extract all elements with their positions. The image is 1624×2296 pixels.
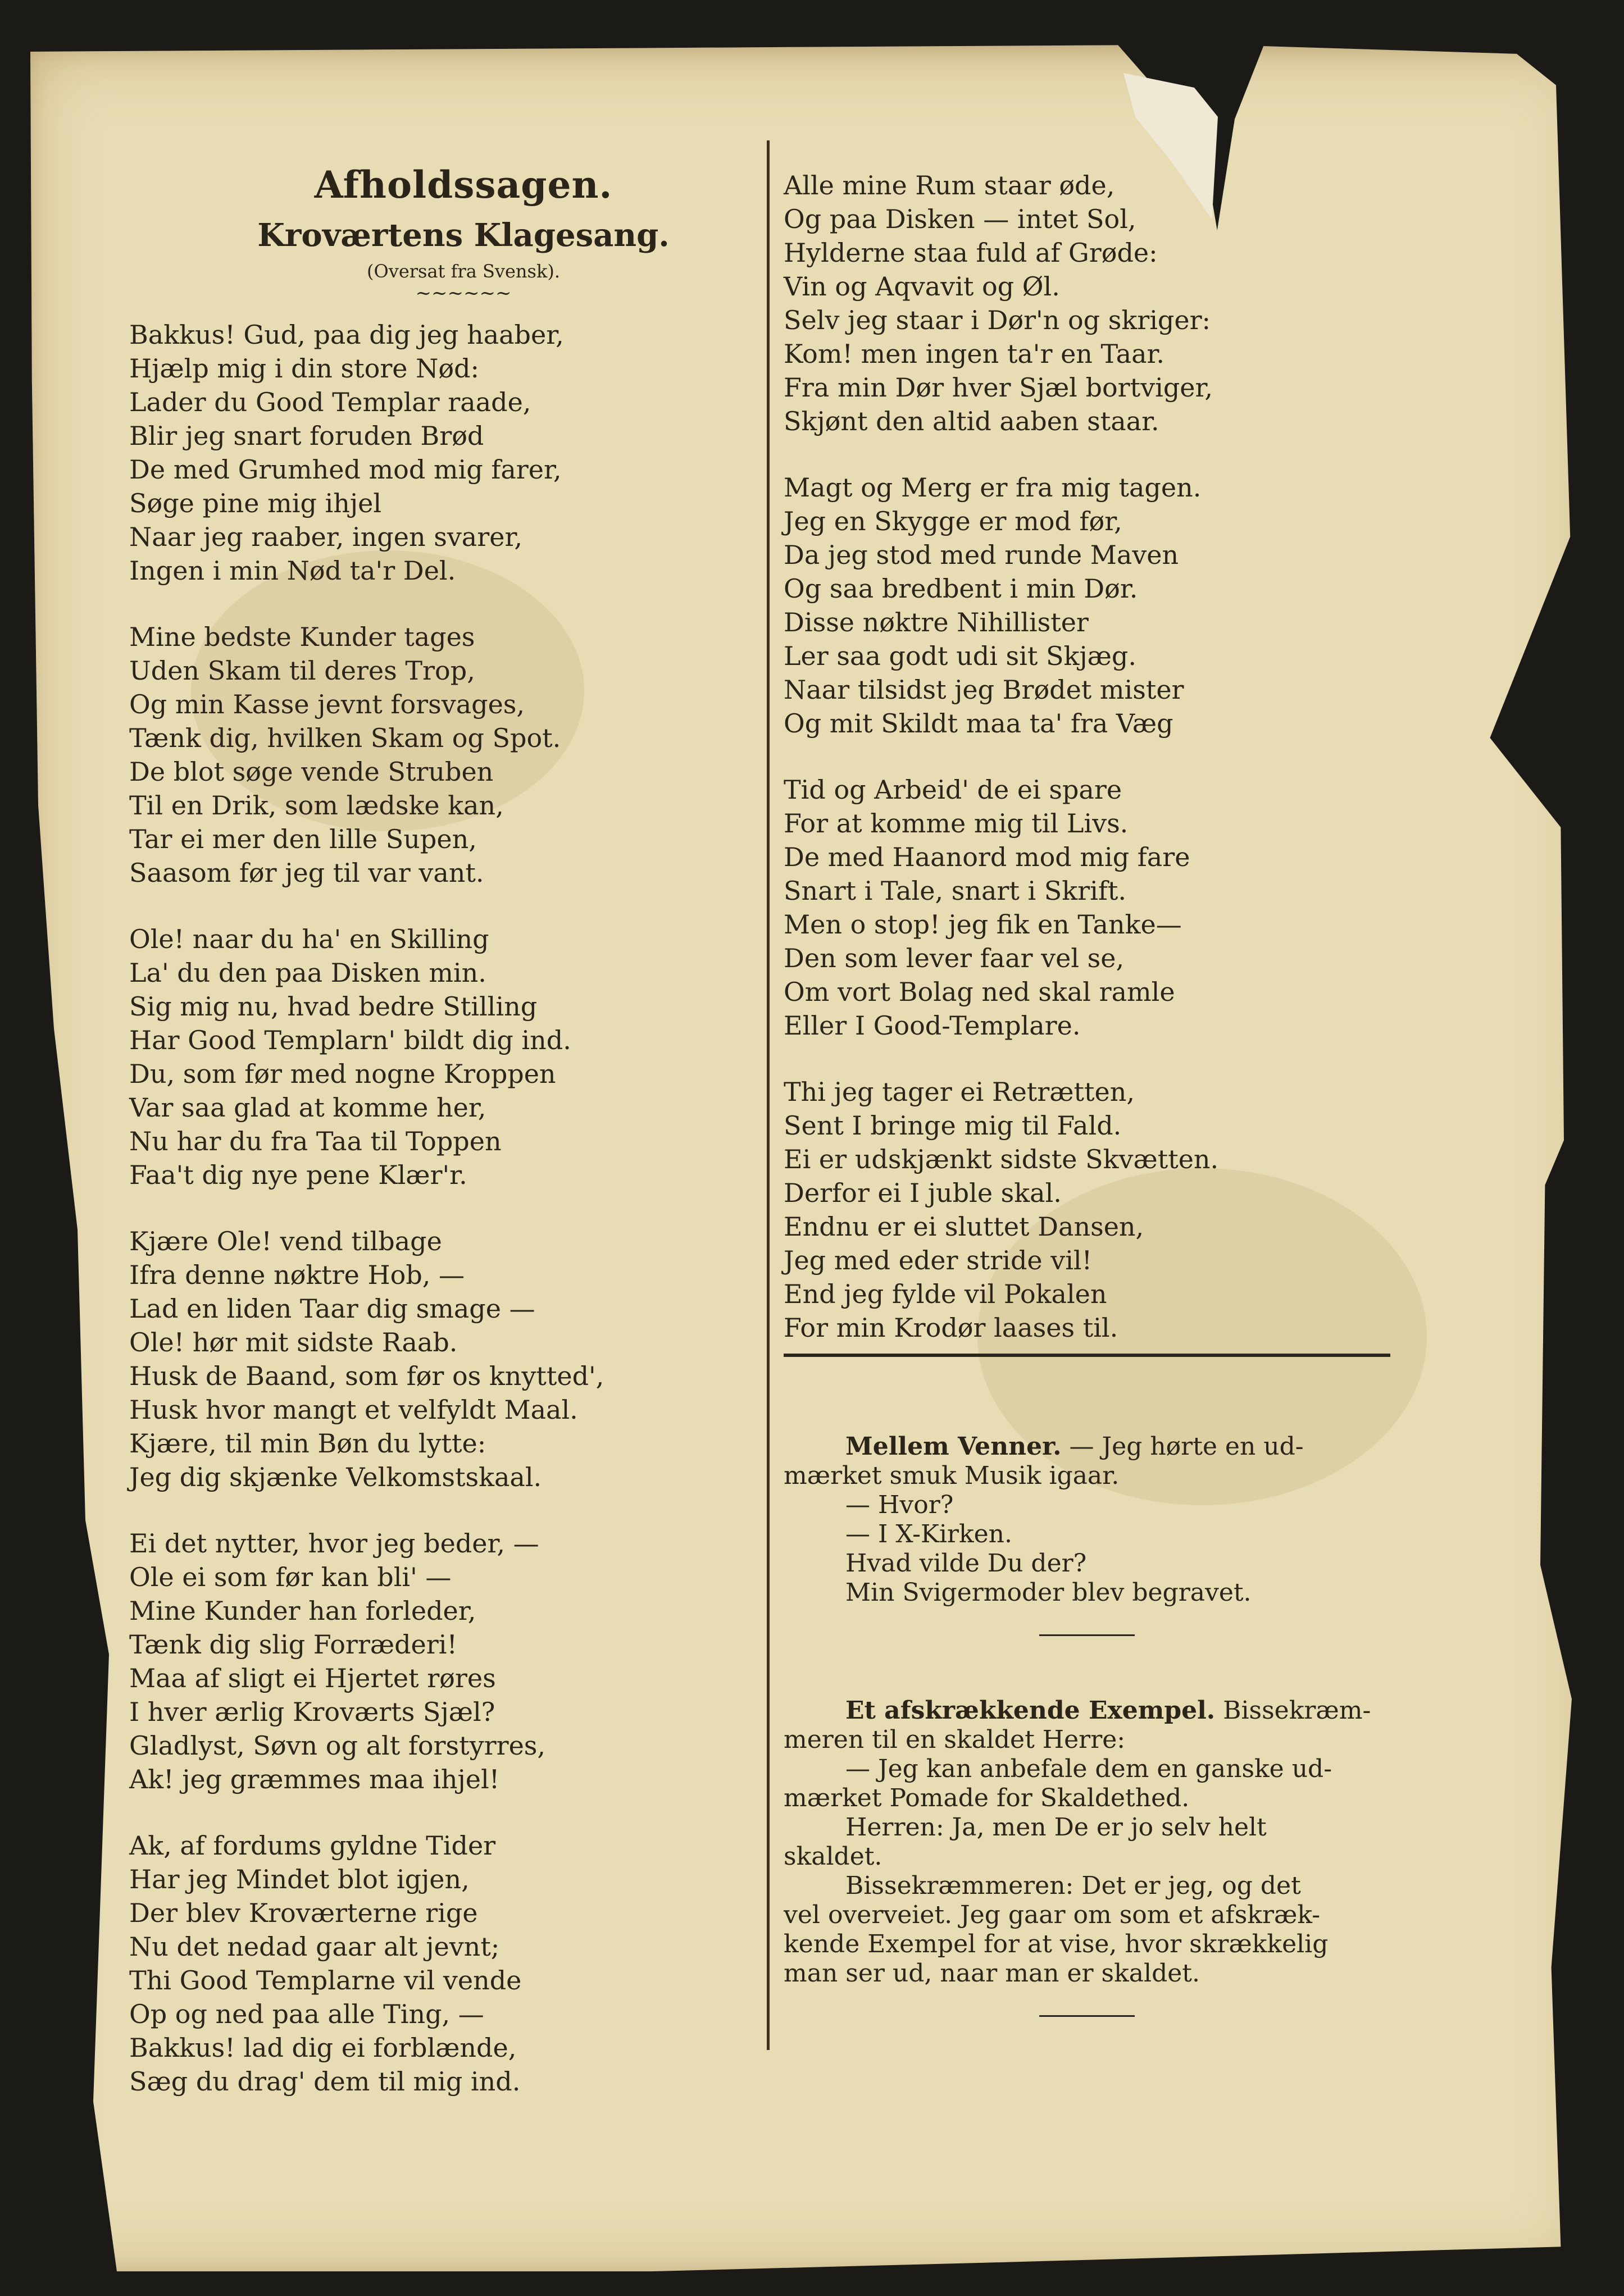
verse-line: Og min Kasse jevnt forsvages,: [129, 689, 525, 719]
verse-line: Lader du Good Templar raade,: [129, 387, 531, 417]
anecdote-lead: — Jeg hørte en ud-: [1069, 1432, 1304, 1461]
verse-line: Mine bedste Kunder tages: [129, 622, 475, 652]
prose-line: Herren: Ja, men De er jo selv helt: [845, 1813, 1267, 1842]
verse-line: Jeg med eder stride vil!: [784, 1245, 1093, 1275]
verse-line: Kjære, til min Bøn du lytte:: [129, 1428, 486, 1459]
verse-line: Ak! jeg græmmes maa ihjel!: [129, 1764, 500, 1794]
verse-line: Selv jeg staar i Dør'n og skriger:: [784, 305, 1211, 335]
prose-line: Hvad vilde Du der?: [845, 1549, 1087, 1578]
verse-line: Alle mine Rum staar øde,: [784, 170, 1115, 201]
ornament: ~~~~~~: [415, 282, 512, 304]
verse-line: Nu har du fra Taa til Toppen: [129, 1126, 502, 1156]
verse-line: Ei det nytter, hvor jeg beder, —: [129, 1528, 539, 1559]
verse-line: Var saa glad at komme her,: [129, 1092, 486, 1123]
prose-line: — Jeg kan anbefale dem en ganske ud-: [845, 1755, 1332, 1783]
verse-line: Har Good Templarn' bildt dig ind.: [129, 1025, 571, 1055]
verse-line: Ifra denne nøktre Hob, —: [129, 1260, 465, 1290]
stanza: [129, 1829, 736, 2098]
verse-line: Snart i Tale, snart i Skrift.: [784, 876, 1127, 906]
stanza: [784, 168, 1390, 438]
verse-line: Ei er udskjænkt sidste Skvætten.: [784, 1144, 1219, 1174]
verse-line: Maa af sligt ei Hjertet røres: [129, 1663, 496, 1693]
verse-line: La' du den paa Disken min.: [129, 958, 486, 988]
verse-line: Jeg en Skygge er mod før,: [784, 506, 1122, 536]
verse-line: Hylderne staa fuld af Grøde:: [784, 238, 1158, 268]
anecdote-heading: Mellem Venner.: [845, 1432, 1062, 1461]
verse-line: Husk hvor mangt et velfyldt Maal.: [129, 1395, 578, 1425]
verse-line: Lad en liden Taar dig smage —: [129, 1293, 535, 1324]
verse-line: Du, som før med nogne Kroppen: [129, 1059, 556, 1089]
verse-line: Blir jeg snart foruden Brød: [129, 421, 484, 451]
verse-line: Bakkus! Gud, paa dig jeg haaber,: [129, 320, 564, 350]
verse-line: De med Grumhed mod mig farer,: [129, 454, 562, 485]
verse-line: End jeg fylde vil Pokalen: [784, 1279, 1107, 1309]
verse-line: Sent I bringe mig til Fald.: [784, 1110, 1122, 1141]
prose-line: — I X-Kirken.: [845, 1520, 1012, 1548]
verse-line: Thi jeg tager ei Retrætten,: [784, 1077, 1135, 1107]
verse-line: Ingen i min Nød ta'r Del.: [129, 555, 456, 586]
verse-line: Gladlyst, Søvn og alt forstyrres,: [129, 1730, 546, 1761]
verse-line: Skjønt den altid aaben staar.: [784, 406, 1159, 436]
verse-line: Disse nøktre Nihillister: [784, 607, 1089, 637]
verse-line: Saasom før jeg til var vant.: [129, 858, 484, 888]
verse-line: Sig mig nu, hvad bedre Stilling: [129, 991, 538, 1022]
verse-line: Kjære Ole! vend tilbage: [129, 1226, 442, 1256]
verse-line: Tar ei mer den lille Supen,: [129, 824, 477, 854]
stanza: [129, 318, 736, 587]
prose-line: mærket smuk Musik igaar.: [784, 1461, 1120, 1490]
verse-line: Tid og Arbeid' de ei spare: [784, 775, 1122, 805]
article-title: Afholdssagen.: [314, 163, 613, 207]
verse-line: Magt og Merg er fra mig tagen.: [784, 472, 1202, 503]
verse-line: Har jeg Mindet blot igjen,: [129, 1864, 470, 1894]
verse-line: De med Haanord mod mig fare: [784, 842, 1190, 872]
right-column: [784, 168, 1390, 1988]
verse-line: Eller I Good-Templare.: [784, 1010, 1081, 1041]
anecdote-exempel: [784, 1696, 1390, 2044]
verse-line: For at komme mig til Livs.: [784, 808, 1129, 839]
verse-line: Hjælp mig i din store Nød:: [129, 353, 480, 384]
verse-line: Naar jeg raaber, ingen svarer,: [129, 522, 522, 552]
verse-line: Fra min Dør hver Sjæl bortviger,: [784, 372, 1213, 403]
verse-line: Derfor ei I juble skal.: [784, 1178, 1062, 1208]
translation-note: (Oversat fra Svensk).: [367, 261, 560, 282]
verse-line: Naar tilsidst jeg Brødet mister: [784, 675, 1184, 705]
verse-line: Bakkus! lad dig ei forblænde,: [129, 2033, 517, 2063]
article-subtitle: Kroværtens Klagesang.: [257, 217, 670, 254]
verse-line: De blot søge vende Struben: [129, 757, 494, 787]
anecdote-heading: Et afskrækkende Exempel.: [845, 1696, 1216, 1725]
verse-line: Uden Skam til deres Trop,: [129, 655, 475, 686]
verse-line: Nu det nedad gaar alt jevnt;: [129, 1931, 500, 1962]
verse-line: Til en Drik, som lædske kan,: [129, 790, 504, 821]
verse-line: Og mit Skildt maa ta' fra Væg: [784, 708, 1173, 739]
verse-line: Da jeg stod med runde Maven: [784, 540, 1179, 570]
prose-line: kende Exempel for at vise, hvor skrækkelig: [784, 1930, 1329, 1958]
verse-line: Der blev Kroværterne rige: [129, 1898, 478, 1928]
stanza: [784, 1075, 1390, 1345]
verse-line: Ler saa godt udi sit Skjæg.: [784, 641, 1136, 671]
verse-line: Ak, af fordums gyldne Tider: [129, 1830, 496, 1861]
stanza: [129, 620, 736, 890]
short-rule: [1039, 2015, 1135, 2017]
verse-line: Men o stop! jeg fik en Tanke—: [784, 909, 1182, 940]
prose-line: vel overveiet. Jeg gaar om som et afskræk-: [784, 1901, 1321, 1929]
prose-line: meren til en skaldet Herre:: [784, 1725, 1126, 1754]
stanza: [129, 1224, 736, 1494]
anecdote-lead: Bissekræm-: [1223, 1696, 1371, 1725]
verse-line: Kom! men ingen ta'r en Taar.: [784, 339, 1165, 369]
verse-line: I hver ærlig Kroværts Sjæl?: [129, 1697, 495, 1727]
verse-line: Vin og Aqvavit og Øl.: [784, 271, 1060, 302]
verse-line: Thi Good Templarne vil vende: [129, 1965, 522, 1996]
stanza: [784, 773, 1390, 1042]
verse-line: Tænk dig slig Forræderi!: [129, 1629, 457, 1660]
prose-line: mærket Pomade for Skaldethed.: [784, 1784, 1190, 1812]
prose-line: — Hvor?: [845, 1491, 954, 1519]
prose-line: Min Svigermoder blev begravet.: [845, 1578, 1252, 1607]
column-divider: [767, 140, 770, 2050]
verse-line: Tænk dig, hvilken Skam og Spot.: [129, 723, 561, 753]
prose-line: Bissekræmmeren: Det er jeg, og det: [845, 1871, 1301, 1900]
stanza: [129, 922, 736, 1192]
verse-line: Husk de Baand, som før os knytted',: [129, 1361, 604, 1391]
verse-line: For min Krodør laases til.: [784, 1313, 1118, 1343]
verse-line: Jeg dig skjænke Velkomstskaal.: [129, 1462, 542, 1492]
verse-line: Ole ei som før kan bli' —: [129, 1562, 452, 1592]
stanza: [784, 471, 1390, 740]
verse-line: Mine Kunder han forleder,: [129, 1596, 476, 1626]
stanza: [129, 1527, 736, 1796]
poem-right: [784, 168, 1390, 1345]
anecdote-venner: [784, 1432, 1390, 1663]
left-column: [129, 163, 736, 2131]
verse-line: Sæg du drag' dem til mig ind.: [129, 2066, 521, 2097]
verse-line: Om vort Bolag ned skal ramle: [784, 977, 1175, 1007]
verse-line: Faa't dig nye pene Klær'r.: [129, 1160, 467, 1190]
verse-line: Søge pine mig ihjel: [129, 488, 382, 518]
verse-line: Den som lever faar vel se,: [784, 943, 1125, 973]
prose-line: skaldet.: [784, 1842, 882, 1871]
verse-line: Ole! hør mit sidste Raab.: [129, 1327, 458, 1357]
short-rule: [1039, 1634, 1135, 1636]
poem-left: [129, 318, 736, 2098]
verse-line: Op og ned paa alle Ting, —: [129, 1999, 484, 2029]
verse-line: Ole! naar du ha' en Skilling: [129, 924, 489, 954]
verse-line: Og paa Disken — intet Sol,: [784, 204, 1136, 234]
verse-line: Endnu er ei sluttet Dansen,: [784, 1211, 1144, 1242]
verse-line: Og saa bredbent i min Dør.: [784, 573, 1138, 604]
prose-line: man ser ud, naar man er skaldet.: [784, 1959, 1200, 1988]
